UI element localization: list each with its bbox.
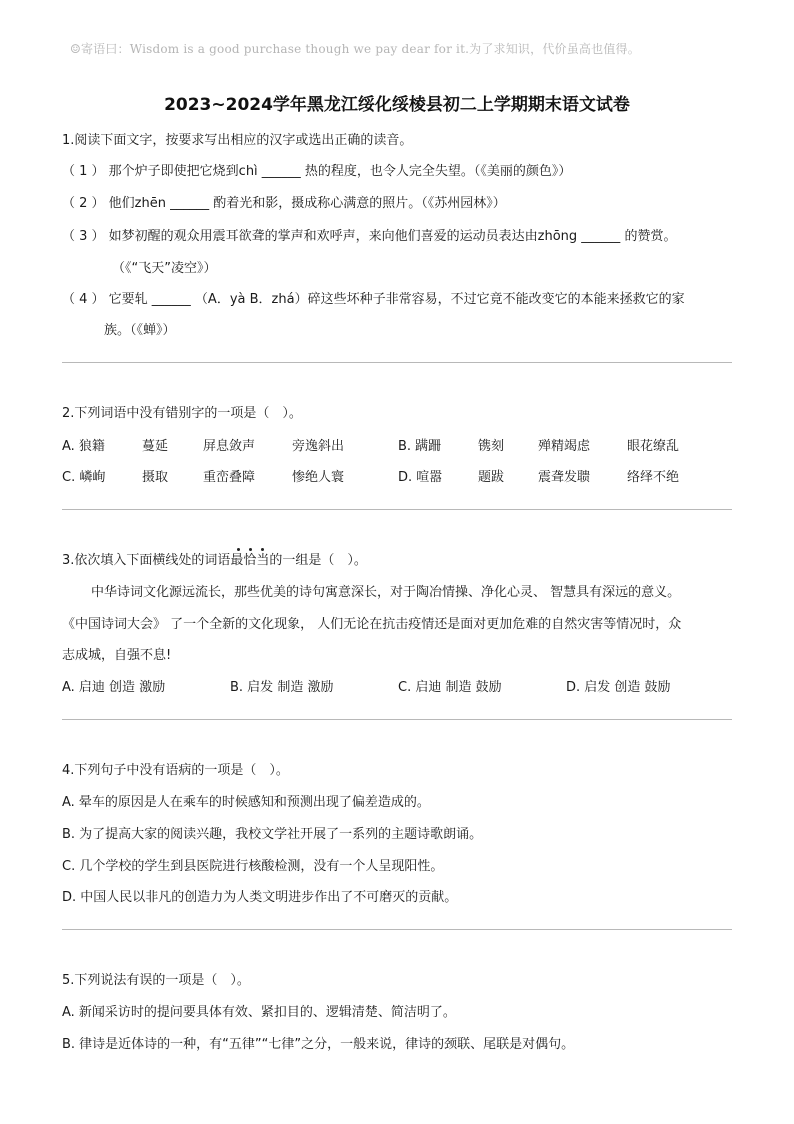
q2-option-a: A. 狼籍 [62, 439, 105, 454]
q3-option-d: D. 启发 创造 鼓励 [566, 680, 671, 695]
q1-stem: 1.阅读下面文字，按要求写出相应的汉字或选出正确的读音。 [62, 133, 413, 148]
q3-stem [62, 551, 367, 571]
q2-stem: 2.下列词语中没有错别字的一项是（ ）。 [62, 406, 302, 421]
q3-passage-line: 中华诗词文化源远流长，那些优美的诗句寓意深长，对于陶冶情操、净化心灵、 智慧具有深远的意义。 [91, 585, 681, 600]
q2-word: 重峦叠障 [203, 470, 256, 485]
divider [62, 719, 732, 720]
q1-item-4-cont: 族。（《蝉》） [104, 323, 176, 338]
q4-option-b: B. 为了提高大家的阅读兴趣，我校文学社开展了一系列的主题诗歌朗诵。 [62, 827, 483, 842]
q2-word: 镌刻 [478, 439, 505, 454]
q3-stem-emphasis: 最恰当 [230, 551, 269, 571]
q1-item-4: （ 4 ） 它要轧 ______ （A．yà B．zhá）碎这些坏种子非常容易，不过它竟不能改变它的本能来拯救它的家 [62, 292, 685, 307]
q2-word: 殚精竭虑 [538, 439, 591, 454]
emphasis-dot [249, 548, 252, 551]
q3-passage-line: 《中国诗词大会》 了一个全新的文化现象， 人们无论在抗击疫情还是面对更加危难的自然灾害等情况时，众 [62, 617, 682, 632]
q1-item-1: （ 1 ） 那个炉子即使把它烧到chì ______ 热的程度，也令人完全失望。（《美丽的颜色》） [62, 164, 572, 179]
q2-word: 络绎不绝 [627, 470, 680, 485]
q4-option-c: C. 几个学校的学生到县医院进行核酸检测，没有一个人呈现阳性。 [62, 859, 444, 874]
q2-word: 旁逸斜出 [292, 439, 345, 454]
emphasis-dot [261, 548, 264, 551]
q3-option-b: B. 启发 制造 激励 [230, 680, 334, 695]
q2-word: 惨绝人寰 [292, 470, 345, 485]
q1-item-3: （ 3 ） 如梦初醒的观众用震耳欲聋的掌声和欢呼声，来向他们喜爱的运动员表达由zhōng ______ 的赞赏。 [62, 229, 677, 244]
q2-option-b: B. 蹒跚 [398, 439, 442, 454]
exam-title: 2023~2024学年黑龙江绥化绥棱县初二上学期期末语文试卷 [164, 95, 630, 115]
q3-option-a: A. 启迪 创造 激励 [62, 680, 166, 695]
q3-passage-line: 志成城，自强不息! [62, 648, 172, 663]
q2-word: 屏息敛声 [203, 439, 256, 454]
q2-word: 摄取 [142, 470, 169, 485]
q4-option-d: D. 中国人民以非凡的创造力为人类文明进步作出了不可磨灭的贡献。 [62, 890, 458, 905]
q4-option-a: A. 晕车的原因是人在乘车的时候感知和预测出现了偏差造成的。 [62, 795, 430, 810]
q1-item-3-source: （《“飞天”凌空》） [112, 261, 217, 276]
q3-stem-pre: 3.依次填入下面横线处的词语 [62, 553, 231, 568]
q2-word: 震聋发聩 [538, 470, 591, 485]
q2-word: 蔓延 [142, 439, 169, 454]
divider [62, 929, 732, 930]
q2-option-c: C. 嶙峋 [62, 470, 106, 485]
q5-option-b: B. 律诗是近体诗的一种，有“五律”“七律”之分，一般来说，律诗的颈联、尾联是对偶句。 [62, 1037, 575, 1052]
q5-option-a: A. 新闻采访时的提问要具体有效、紧扣目的、逻辑清楚、简洁明了。 [62, 1005, 456, 1020]
divider [62, 509, 732, 510]
q1-item-2: （ 2 ） 他们zhēn ______ 酌着光和影，摄成称心满意的照片。（《苏州园林》） [62, 196, 506, 211]
emphasis-dot [237, 548, 240, 551]
q2-option-d: D. 喧嚣 [398, 470, 443, 485]
q2-word: 眼花缭乱 [627, 439, 680, 454]
q3-stem-post: 的一组是（ ）。 [269, 553, 367, 568]
divider [62, 362, 732, 363]
q5-stem: 5.下列说法有误的一项是（ ）。 [62, 973, 250, 988]
q4-stem: 4.下列句子中没有语病的一项是（ ）。 [62, 763, 289, 778]
page-motto: ☺寄语曰：Wisdom is a good purchase though we pay dear for it.为了求知识，代价虽高也值得。 [70, 42, 640, 56]
q3-option-c: C. 启迪 制造 鼓励 [398, 680, 502, 695]
q2-word: 题跋 [478, 470, 505, 485]
